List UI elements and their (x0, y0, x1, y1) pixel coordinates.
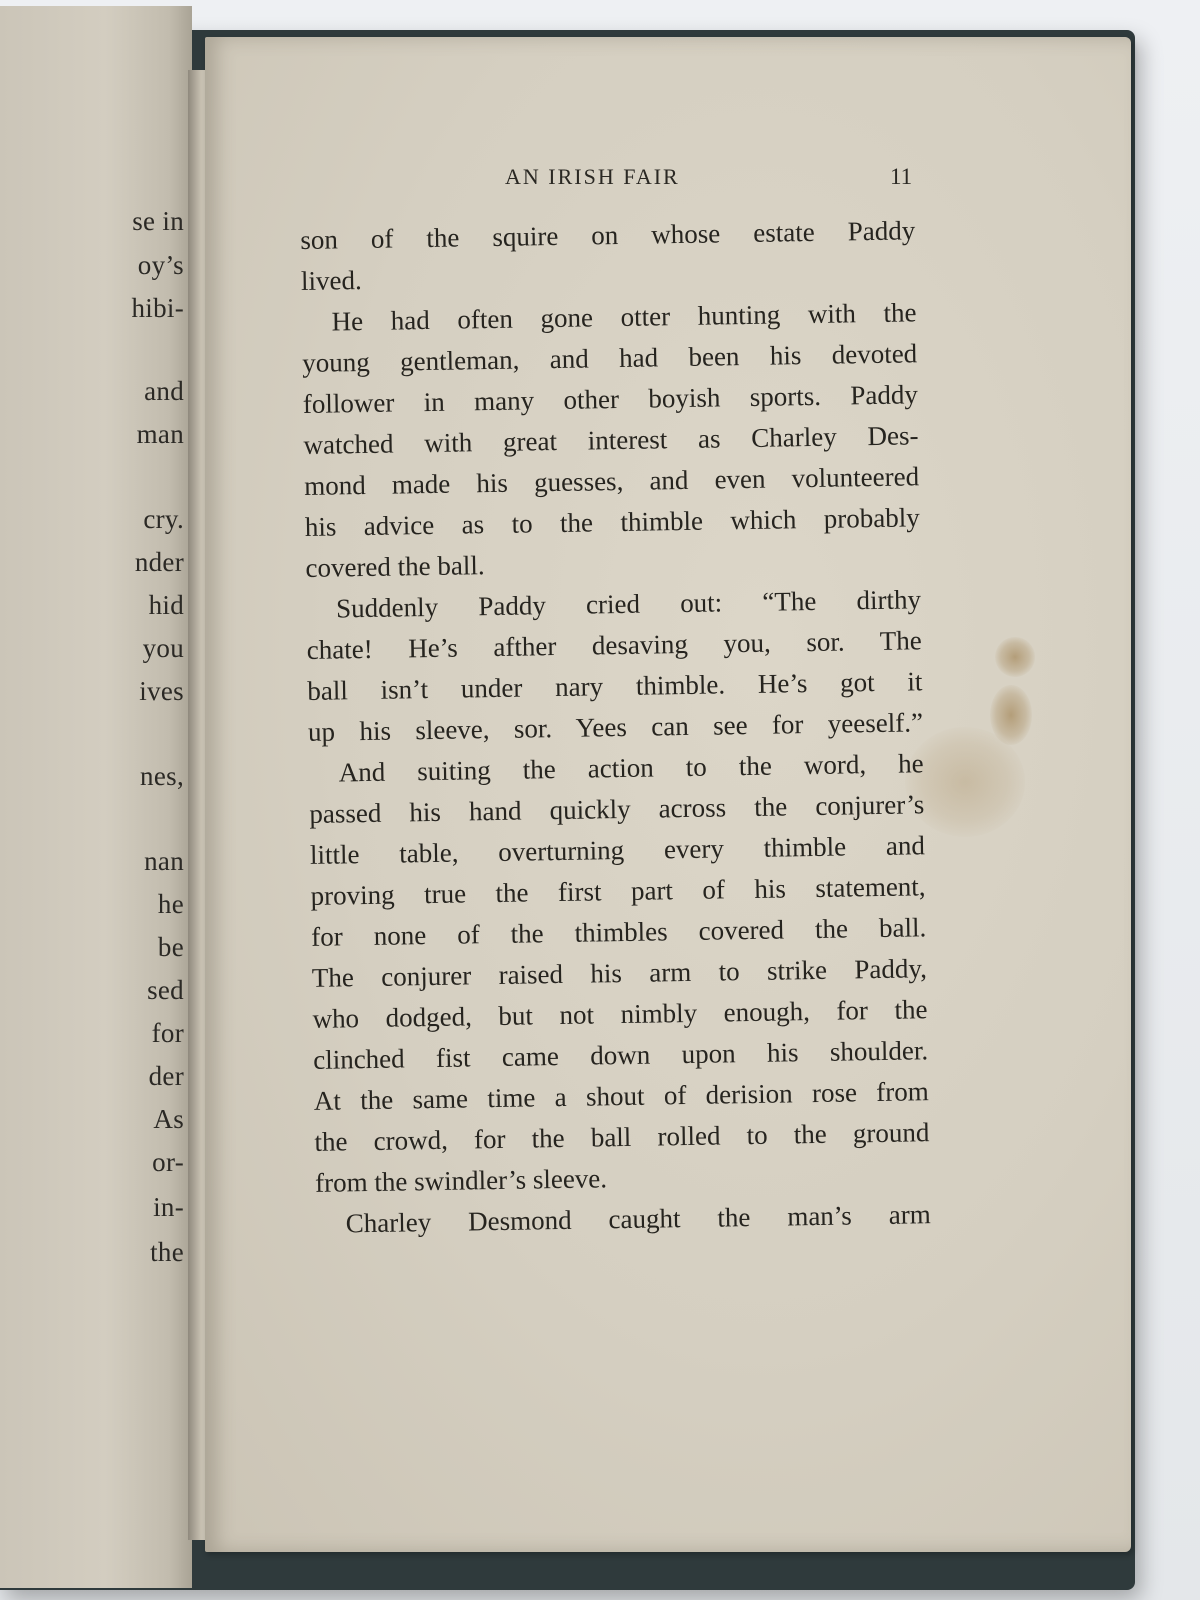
text-line: little table, overturning every thimble and (309, 830, 926, 870)
left-page-text-fragment: hid (148, 590, 184, 620)
text-line: who dodged, but not nimbly enough, for the (312, 994, 928, 1034)
left-page-text-fragment: you (142, 633, 184, 663)
left-page-text-fragment: or- (152, 1147, 184, 1177)
text-line: At the same time a shout of derision rose from (313, 1076, 929, 1116)
text-line: for none of the thimbles covered the ball. (311, 912, 927, 952)
text-line: passed his hand quickly across the conjurer’s (309, 789, 925, 829)
text-line: mond made his guesses, and even volunteered (303, 461, 920, 501)
left-page-text-fragment: man (136, 419, 184, 449)
left-page-text-fragment: der (148, 1061, 184, 1091)
left-page-text-fragment: the (150, 1237, 184, 1267)
text-line: up his sleeve, sor. Yees can see for yeeself.” (307, 707, 924, 747)
text-line: Suddenly Paddy cried out: “The dirthy (335, 584, 922, 624)
left-page-text-fragment: sed (147, 975, 184, 1005)
left-page-text-fragment: nder (134, 547, 184, 577)
left-page-text-fragment: As (153, 1104, 184, 1134)
left-page-text-fragment: for (151, 1018, 184, 1048)
left-page-text-fragment: hibi- (131, 293, 184, 323)
text-line: covered the ball. (305, 550, 485, 583)
text-line: The conjurer raised his arm to strike Paddy, (311, 953, 928, 993)
text-line: He had often gone otter hunting with the (331, 297, 917, 337)
left-page-text-fragment: he (157, 889, 184, 919)
body-text (300, 210, 931, 1245)
text-line: chate! He’s afther desaving you, sor. The (306, 625, 922, 665)
water-stain (995, 637, 1035, 677)
left-page-text-fragment: nan (144, 846, 184, 876)
text-line: And suiting the action to the word, he (338, 748, 924, 788)
text-line: watched with great interest as Charley Des- (303, 420, 919, 460)
left-page-text-fragment: oy’s (137, 250, 184, 280)
left-page-text-fragment: be (157, 932, 184, 962)
text-line: the crowd, for the ball rolled to the ground (314, 1117, 930, 1157)
left-page-text-fragment: se in (132, 206, 184, 236)
page-number: 11 (890, 164, 913, 189)
left-page-text-fragment: ives (139, 676, 184, 706)
text-line: Charley Desmond caught the man’s arm (345, 1199, 931, 1239)
text-line: from the swindler’s sleeve. (314, 1163, 608, 1198)
left-page-text-fragment: cry. (143, 504, 184, 534)
left-page-text-fragment: nes, (140, 761, 184, 791)
text-line: lived. (300, 265, 362, 296)
text-line: son of the squire on whose estate Paddy (300, 215, 916, 255)
left-page-text-fragment: in- (153, 1192, 184, 1222)
running-head: AN IRISH FAIR (505, 164, 680, 189)
text-line: young gentleman, and had been his devoted (302, 338, 918, 378)
left-page (0, 6, 192, 1588)
text-line: ball isn’t under nary thimble. He’s got it (307, 666, 923, 706)
text-line: clinched fist came down upon his shoulder. (312, 1035, 929, 1075)
left-page-text-fragment: and (144, 376, 184, 406)
text-line: follower in many other boyish sports. Paddy (302, 379, 919, 419)
text-line: his advice as to the thimble which probably (304, 502, 920, 542)
text-line: proving true the first part of his statement, (310, 871, 926, 911)
